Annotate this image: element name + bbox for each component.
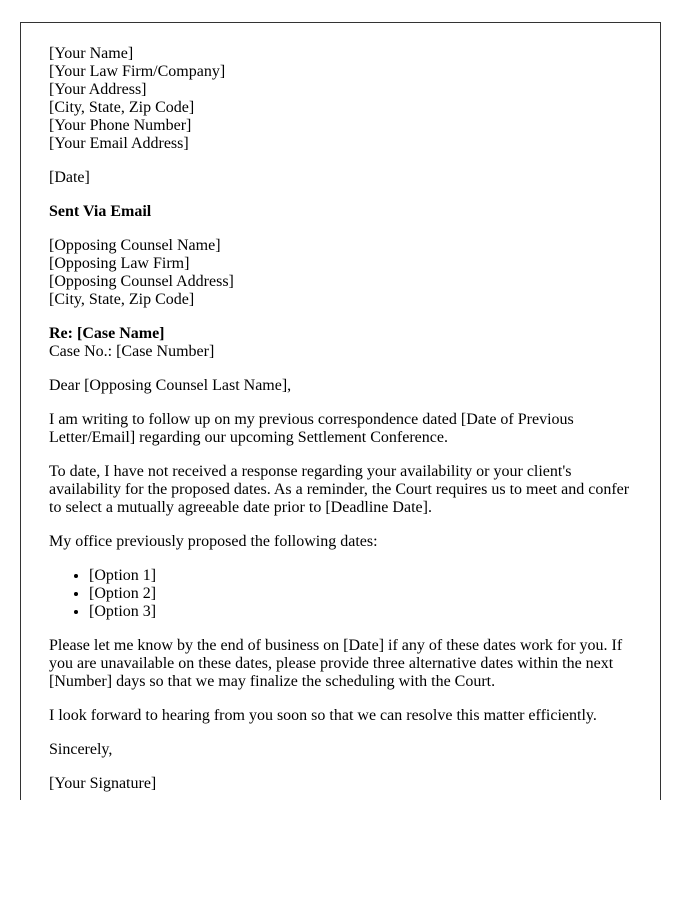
closing: Sincerely, — [49, 741, 113, 758]
paragraph-closing-remark: I look forward to hearing from you soon so that we can resolve this matter efficiently. — [49, 707, 597, 724]
sender-firm-line: [Your Law Firm/Company] — [49, 63, 226, 80]
sender-name-line: [Your Name] — [49, 45, 134, 62]
signature-placeholder: [Your Signature] — [49, 775, 157, 792]
sender-email-line: [Your Email Address] — [49, 135, 189, 152]
recipient-address-line: [Opposing Counsel Address] — [49, 273, 234, 290]
sender-address-block — [49, 45, 636, 153]
paragraph-followup: I am writing to follow up on my previous correspondence dated [Date of Previous Letter/Email] regarding our upcoming Settlement Conference. — [49, 411, 574, 446]
proposed-dates-list — [49, 567, 636, 621]
paragraph-proposed-intro: My office previously proposed the following dates: — [49, 533, 378, 550]
proposed-date-option: • [Option 2] — [89, 585, 636, 603]
date-line: [Date] — [49, 169, 90, 186]
recipient-city-state-zip-line: [City, State, Zip Code] — [49, 291, 195, 308]
proposed-date-option: • [Option 3] — [89, 603, 636, 621]
sender-phone-line: [Your Phone Number] — [49, 117, 192, 134]
letter-template-document — [20, 22, 661, 800]
sender-address-line: [Your Address] — [49, 81, 147, 98]
sender-city-state-zip-line: [City, State, Zip Code] — [49, 99, 195, 116]
recipient-firm-line: [Opposing Law Firm] — [49, 255, 190, 272]
case-number-line: Case No.: [Case Number] — [49, 343, 215, 360]
paragraph-no-response: To date, I have not received a response regarding your availability or your client's availability for the proposed dates. As a reminder, the Court requires us to meet and confer to select a mutually agreeable date prior to [Deadline Date]. — [49, 463, 630, 516]
delivery-method-heading: Sent Via Email — [49, 203, 152, 220]
recipient-address-block — [49, 237, 636, 309]
recipient-name-line: [Opposing Counsel Name] — [49, 237, 221, 254]
salutation: Dear [Opposing Counsel Last Name], — [49, 377, 292, 394]
case-reference-block — [49, 325, 636, 361]
re-line: Re: [Case Name] — [49, 325, 165, 342]
proposed-date-option: • [Option 1] — [89, 567, 636, 585]
paragraph-deadline: Please let me know by the end of business on [Date] if any of these dates work for you. If you are unavailable on these dates, please provide three alternative dates within the next [Number] days so that we may finalize the scheduling with the Court. — [49, 637, 623, 690]
